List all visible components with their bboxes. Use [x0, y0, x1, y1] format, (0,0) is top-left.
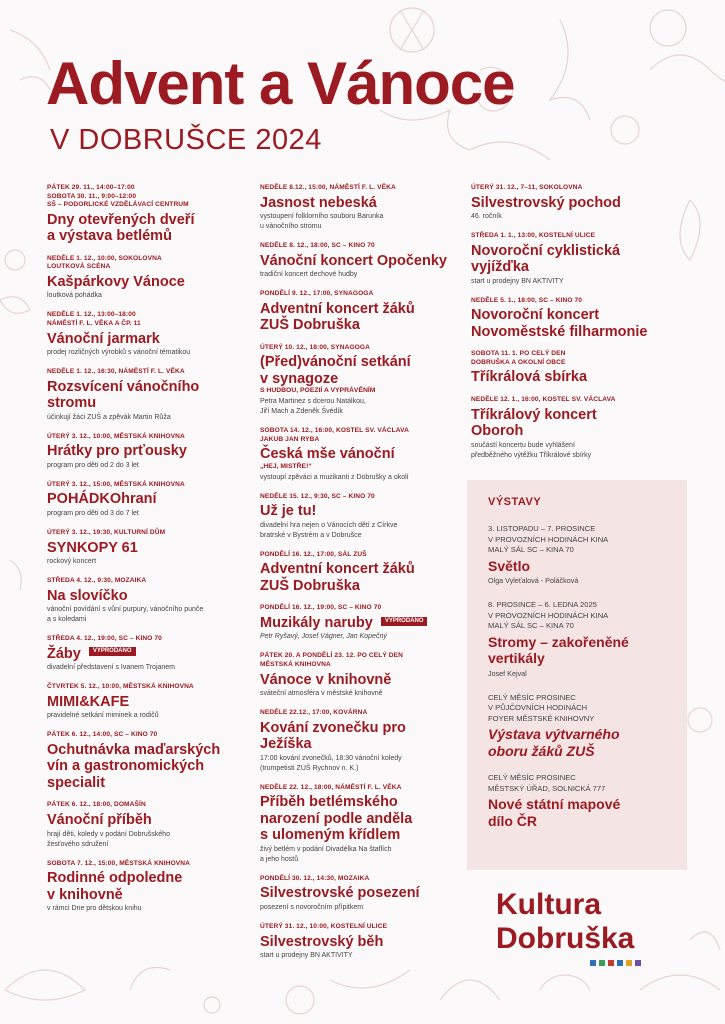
event-description: start u prodejny BN AKTIVITY	[471, 277, 564, 285]
logo-line-2: Dobruška	[496, 922, 635, 955]
event-item	[260, 551, 460, 595]
event-item	[260, 709, 460, 774]
exhibition-item	[488, 524, 678, 586]
event-description: Petr Ryšavý, Josef Vágner, Jan Kopečný	[260, 633, 387, 641]
event-subtitle: „HEJ, MISTŘE!“	[260, 462, 312, 470]
event-item	[260, 784, 460, 865]
event-date: STŘEDA 4. 12., 19:00, SC – KINO 70	[47, 635, 162, 643]
sold-out-badge: VYPRODÁNO	[89, 647, 136, 656]
event-title: Žáby VYPRODÁNO	[47, 646, 252, 663]
event-title: Adventní koncert žáků ZUŠ Dobruška	[260, 300, 415, 334]
event-title: Příběh betlémského narození podle anděla s ulomeným křídlem	[260, 794, 413, 844]
exhibition-title: Výstava výtvarného oboru žáků ZUŠ	[488, 726, 620, 759]
event-date: ČTVRTEK 5. 12., 10:00, MĚSTSKÁ KNIHOVNA	[47, 683, 194, 691]
event-date: PONDĚLÍ 16. 12., 17:00, SÁL ZUŠ	[260, 550, 367, 558]
event-description: prodej rozličných výrobků s vánoční tématikou	[47, 349, 191, 357]
event-item	[47, 635, 252, 673]
event-item	[260, 427, 460, 482]
event-description: hrají děti, koledy v podání Dobrušského žesťového sdružení	[47, 830, 170, 848]
event-description: pravidelné setkání miminek a rodičů	[47, 712, 159, 720]
event-title: Už je tu!	[260, 503, 317, 520]
event-date: NEDĚLE 22. 12., 18:00, NÁMĚSTÍ F. L. VĚKA	[260, 783, 402, 791]
event-title: Vánoční jarmark	[47, 330, 160, 347]
event-item	[260, 923, 460, 961]
event-title: Silvestrovský pochod	[471, 194, 621, 211]
event-title: SYNKOPY 61	[47, 539, 138, 556]
event-title: Vánoční příběh	[47, 812, 152, 828]
event-title: Tříkrálový koncert Oboroh	[471, 406, 597, 440]
event-date: NEDĚLE 15. 12., 9:30, SC – KINO 70	[260, 492, 375, 500]
event-description: start u prodejny BN AKTIVITY	[260, 952, 353, 959]
event-date: NEDĚLE 12. 1., 16:00, KOSTEL SV. VÁCLAVA	[471, 395, 616, 403]
event-title: Vánoce v knihovně	[260, 671, 392, 688]
event-description: účinkují žáci ZUŠ a zpěvák Martin Růža	[47, 413, 171, 421]
event-title: Silvestrovské posezení	[260, 885, 420, 902]
event-title: MIMI&KAFE	[47, 693, 130, 710]
logo-dot	[626, 960, 632, 966]
exhibition-title: Nové státní mapové dílo ČR	[488, 796, 621, 829]
event-item	[260, 875, 460, 913]
exhibition-item	[488, 773, 678, 829]
event-title: Kování zvonečku pro Ježíška	[260, 719, 406, 753]
event-title: Ochutnávka maďarských vín a gastronomických specialit	[47, 741, 221, 791]
sold-out-badge: VYPRODÁNO	[381, 617, 428, 626]
event-title: Rozsvícení vánočního stromu	[47, 378, 200, 412]
event-title: Hrátky pro prťousky	[47, 443, 187, 460]
event-date: SOBOTA 14. 12., 16:00, KOSTEL SV. VÁCLAVA JAKUB JAN RYBA	[260, 427, 409, 443]
event-date: NEDĚLE 1. 12., 10:00, SOKOLOVNA LOUTKOVÁ SCÉNA	[47, 254, 162, 271]
event-date: NEDĚLE 1. 12., 13:00–18:00 NÁMĚSTÍ F. L. VĚKA A ČP. 11	[47, 311, 141, 328]
events-column-3	[471, 184, 681, 471]
event-date: PONDĚLÍ 9. 12., 17:00, SYNAGOGA	[260, 290, 374, 298]
logo-color-dots	[590, 960, 641, 966]
event-description: součástí koncertu bude vyhlášení předběžného výtěžku Tříkrálové sbírky	[471, 441, 592, 459]
event-title: Česká mše vánoční	[260, 446, 395, 463]
event-date: PÁTEK 20. A PONDĚLÍ 23. 12. PO CELÝ DEN MĚSTSKÁ KNIHOVNA	[260, 652, 404, 669]
event-description: divadelní hra nejen o Vánocích dětí z Církve bratrské v Bystrém a v Dobrušce	[260, 521, 398, 539]
event-description: sváteční atmosféra v městské knihovně	[260, 690, 383, 698]
event-item	[47, 529, 252, 567]
event-item	[260, 652, 460, 699]
event-description: rockový koncert	[47, 558, 97, 566]
event-item	[260, 242, 460, 280]
event-date: ÚTERÝ 3. 12., 10:00, MĚSTSKÁ KNIHOVNA	[47, 432, 185, 440]
event-date: SOBOTA 7. 12., 15:00, MĚSTSKÁ KNIHOVNA	[47, 859, 191, 867]
event-item	[47, 433, 252, 471]
event-date: STŘEDA 1. 1., 13:00, KOSTELNÍ ULICE	[471, 232, 596, 240]
logo-dot	[590, 960, 596, 966]
exhibition-title: Světlo	[488, 557, 531, 574]
event-title: POHÁDKOhraní	[47, 491, 157, 508]
event-item	[47, 368, 252, 423]
event-title: Tříkrálová sbírka	[471, 369, 588, 386]
event-description: Petra Martinez s dcerou Natálkou, Jiří Mach a Zdeněk Švédík	[260, 398, 366, 416]
event-date: NEDĚLE 8. 12., 18:00, SC – KINO 70	[260, 242, 375, 250]
event-item	[47, 577, 252, 625]
event-title: Silvestrovský běh	[260, 933, 384, 950]
event-description: vystoupí zpěváci a muzikanti z Dobrušky a okolí	[260, 473, 409, 481]
event-date: NEDĚLE 22.12., 17:00, KOVÁRNA	[260, 709, 368, 717]
event-item	[471, 184, 681, 222]
event-title: Na slovíčko	[47, 587, 128, 604]
event-title: (Před)vánoční setkání v synagoze	[260, 354, 411, 387]
event-title: Muzikály naruby VYPRODÁNO	[260, 615, 460, 632]
event-title: Vánoční koncert Opočenky	[260, 252, 447, 269]
exhibition-info: CELÝ MĚSÍC PROSINEC V PŮJČOVNÍCH HODINÁCH FOYER MĚSTSKÉ KNIHOVNY	[488, 692, 595, 723]
event-date: STŘEDA 4. 12., 9:30, MOZAIKA	[47, 577, 147, 585]
page-subtitle: V DOBRUŠCE 2024	[50, 124, 322, 156]
event-item	[471, 350, 681, 386]
event-description: tradiční koncert dechové hudby	[260, 271, 358, 279]
exhibition-info: CELÝ MĚSÍC PROSINEC MĚSTSKÝ ÚŘAD, SOLNICKÁ 777	[488, 773, 606, 793]
event-item	[47, 683, 252, 721]
event-date: NEDĚLE 1. 12., 16:30, NÁMĚSTÍ F. L. VĚKA	[47, 368, 185, 376]
event-title: Dny otevřených dveří a výstava betlémů	[47, 211, 195, 245]
event-description: posezení s novoročním přípitkem	[260, 903, 364, 911]
event-description: živý betlém v podání Divadélka Na štaflích a jeho hostů	[260, 845, 392, 863]
event-date: PÁTEK 29. 11., 14:00–17:00 SOBOTA 30. 11., 9:00–12:00 SŠ – PODORLICKÉ VZDĚLÁVACÍ CENTRUM	[47, 184, 189, 209]
exhibition-info: 8. PROSINCE – 6. LEDNA 2025 V PROVOZNÍCH HODINÁCH KINA MALÝ SÁL SC – KINA 70	[488, 600, 609, 630]
exhibitions-heading: VÝSTAVY	[488, 496, 542, 508]
event-date: ÚTERÝ 3. 12., 15:00, MĚSTSKÁ KNIHOVNA	[47, 480, 185, 488]
logo-dot	[617, 960, 623, 966]
event-item	[47, 481, 252, 519]
exhibitions-box	[467, 480, 687, 870]
event-date: PÁTEK 6. 12., 14:00, SC – KINO 70	[47, 731, 158, 739]
event-item	[47, 311, 252, 358]
event-item	[260, 344, 460, 417]
event-item	[471, 232, 681, 287]
event-item	[47, 801, 252, 849]
event-title: Rodinné odpoledne v knihovně	[47, 870, 183, 903]
logo-dot	[599, 960, 605, 966]
exhibitions-list	[488, 524, 678, 829]
event-title: Novoroční cyklistická vyjížďka	[471, 242, 621, 276]
event-date: PONDĚLÍ 30. 12., 14:30, MOZAIKA	[260, 874, 370, 882]
event-date: PONDĚLÍ 16. 12., 19:00, SC – KINO 70	[260, 604, 382, 612]
event-title: Jasnost nebeská	[260, 194, 377, 211]
logo-dot	[608, 960, 614, 966]
page-title: Advent a Vánoce	[46, 50, 515, 117]
event-date: NEDĚLE 5. 1., 18:00, SC – KINO 70	[471, 296, 583, 304]
event-date: ÚTERÝ 10. 12., 18:00, SYNAGOGA	[260, 343, 371, 351]
event-item	[471, 396, 681, 461]
event-item	[47, 184, 252, 245]
event-description: divadelní představení s Ivanem Trojanem	[47, 664, 176, 672]
event-description: vystoupení folklorního souboru Barunka u vánočního stromu	[260, 213, 384, 231]
events-column-2	[260, 184, 460, 971]
event-date: PÁTEK 6. 12., 18:00, DOMAŠÍN	[47, 801, 146, 809]
exhibition-description: Josef Kejval	[488, 668, 527, 678]
exhibition-description: Olga Vyleťalová - Poláčková	[488, 576, 579, 585]
event-item	[260, 604, 460, 642]
event-description: vánoční povídání s vůní purpury, vánočního punče a s koledami	[47, 606, 204, 624]
logo-line-1: Kultura	[496, 888, 601, 921]
event-description: loutková pohádka	[47, 292, 102, 300]
event-description: 17:00 kování zvonečků, 18:30 vánoční koledy (trumpetisti ZUŠ Rychnov n. K.)	[260, 754, 402, 772]
event-subtitle: S HUDBOU, POEZIÍ A VYPRÁVĚNÍM	[260, 387, 376, 395]
event-description: v rámci Dne pro dětskou knihu	[47, 905, 142, 913]
event-item	[47, 860, 252, 915]
event-item	[47, 255, 252, 302]
logo-dot	[635, 960, 641, 966]
event-description: 46. ročník	[471, 213, 502, 221]
event-description: program pro děti od 2 do 3 let	[47, 461, 139, 469]
event-item	[260, 184, 460, 232]
event-item	[471, 297, 681, 341]
events-column-1	[47, 184, 252, 924]
exhibition-info: 3. LISTOPADU – 7. PROSINCE V PROVOZNÍCH HODINÁCH KINA MALÝ SÁL SC – KINA 70	[488, 524, 609, 554]
event-item	[260, 493, 460, 541]
event-item	[47, 731, 252, 791]
event-date: ÚTERÝ 3. 12., 19:30, KULTURNÍ DŮM	[47, 528, 166, 536]
exhibition-item	[488, 693, 678, 760]
event-date: NEDĚLE 8.12., 15:00, NÁMĚSTÍ F. L. VĚKA	[260, 184, 396, 191]
event-date: ÚTERÝ 31. 12., 10:00, KOSTELNÍ ULICE	[260, 922, 388, 930]
exhibition-item	[488, 600, 678, 679]
event-title: Adventní koncert žáků ZUŠ Dobruška	[260, 561, 415, 594]
event-description: program pro děti od 3 do 7 let	[47, 509, 139, 517]
event-item	[260, 290, 460, 334]
event-date: ÚTERÝ 31. 12., 7–11, SOKOLOVNA	[471, 184, 583, 191]
exhibition-title: Stromy – zakořeněné vertikály	[488, 633, 629, 666]
event-date: SOBOTA 11. 1. PO CELÝ DEN DOBRUŠKA A OKOLNÍ OBCE	[471, 350, 566, 366]
kultura-dobruska-logo	[496, 888, 666, 968]
event-title: Novoroční koncert Novoměstské filharmonie	[471, 307, 648, 340]
event-title: Kašpárkovy Vánoce	[47, 273, 185, 290]
